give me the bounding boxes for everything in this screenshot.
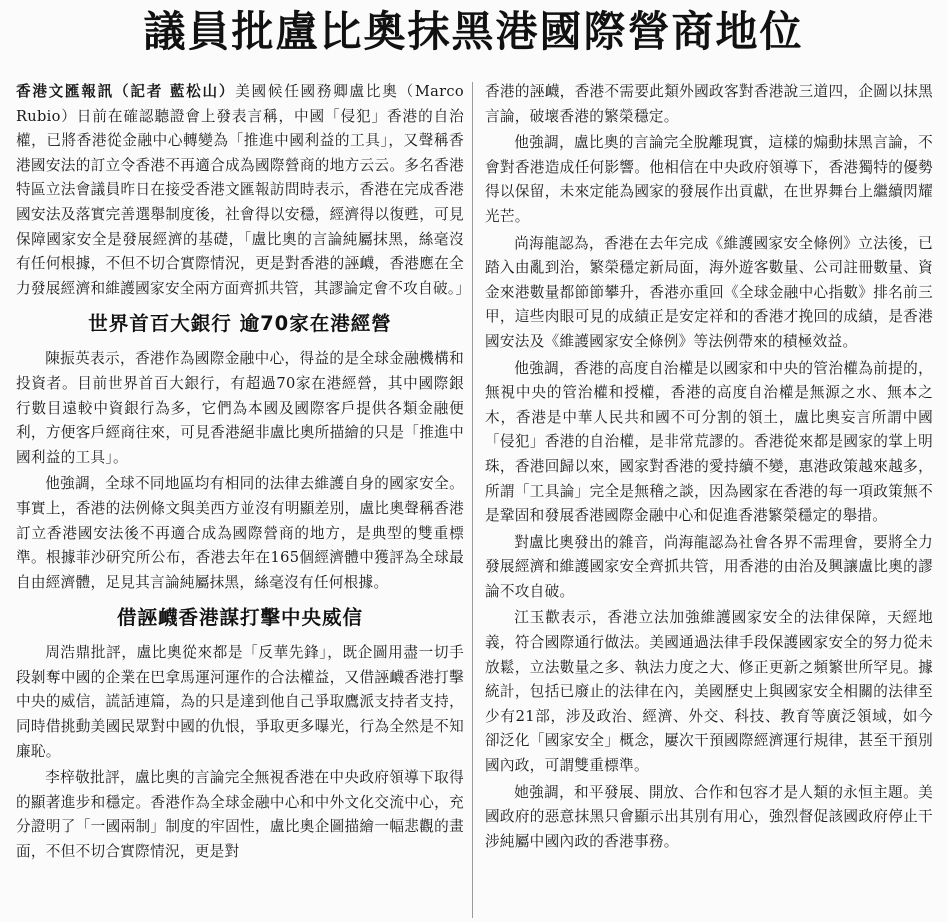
paragraph: 尚海龍認為，香港在去年完成《維護國家安全條例》立法後，已踏入由亂到治，繁榮穩定新局面，海外遊客數量、公司註冊數量、資金來港數量都節節攀升，香港亦重回《全球金融中心指數》排名前三甲，這些肉眼可見的成績正是安定祥和的香港才挽回的成績，是香港國安法及《維護國家安全條例》等法例帶來的積極效益。 <box>485 234 933 350</box>
lead-text: 美國候任國務卿盧比奧（Marco Rubio）日前在確認聽證會上發表言稱，中國「侵犯」香港的自治權，已將香港從金融中心轉變為「推進中國利益的工具」，又聲稱香港國安法的訂立令香港不再適合成為國際營商的地方云云。多名香港特區立法會議員昨日在接受香港文匯報訪問時表示，香港在完成香港國安法及落實完善選舉制度後，社會得以安穩，經濟得以復甦，可見保障國家安全是發展經濟的基礎，「盧比奧的言論純屬抹黑，絲毫沒有任何根據，不但不切合實際情況，更是對香港的誣衊，香港應在全力發展經濟和維護國家安全兩方面齊抓共管，其謬論定會不攻自破。」 <box>16 83 471 297</box>
paragraph-lead <box>16 80 471 301</box>
paragraph: 江玉歡表示，香港立法加強維護國家安全的法律保障，天經地義，符合國際通行做法。美國通過法律手段保護國家安全的努力從未放鬆，立法數量之多、執法力度之大、修正更新之頻繁世所罕見。據統計，包括已廢止的法律在內，美國歷史上與國家安全相關的法律至少有21部，涉及政治、經濟、外交、科技、教育等廣泛領域，如今卻泛化「國家安全」概念，屢次干預國際經濟運行規律，甚至干預別國內政，可謂雙重標準。 <box>485 609 933 775</box>
paragraph: 他強調，盧比奧的言論完全脫離現實，這樣的煽動抹黑言論，不會對香港造成任何影響。他相信在中央政府領導下，香港獨特的優勢得以保留，未來定能為國家的發展作出貢獻，在世界舞台上繼續閃耀光芒。 <box>485 134 933 225</box>
paragraph: 陳振英表示，香港作為國際金融中心，得益的是全球金融機構和投資者。目前世界首百大銀行，有超過70家在港經營，其中國際銀行數目遠較中資銀行為多，它們為本國及國際客戶提供各類金融便利，方便客戶經商往來，可見香港絕非盧比奧所描繪的只是「推進中國利益的工具」。 <box>16 350 464 466</box>
left-column <box>16 80 471 867</box>
paragraph: 他強調，香港的高度自治權是以國家和中央的管治權為前提的，無視中央的管治權和授權，香港的高度自治權是無源之水、無本之木，香港是中華人民共和國不可分割的領土，盧比奧妄言所謂中國「侵犯」香港的自治權，是非常荒謬的。香港從來都是國家的掌上明珠，香港回歸以來，國家對香港的愛持續不變，惠港政策越來越多，所謂「工具論」完全是無稽之談，因為國家在香港的每一項政策無不是鞏固和發展香港國際金融中心和促進香港繁榮穩定的舉措。 <box>485 359 933 525</box>
paragraph: 他強調，全球不同地區均有相同的法律去維護自身的國家安全。事實上，香港的法例條文與美西方並沒有明顯差別，盧比奧聲稱香港訂立香港國安法後不再適合成為國際營商的地方，是典型的雙重標準。根據菲沙研究所公布，香港去年在165個經濟體中獲評為全球最自由經濟體，足見其言論純屬抹黑，絲毫沒有任何根據。 <box>16 475 464 591</box>
subheading-banks: 世界首百大銀行 逾70家在港經營 <box>88 312 392 336</box>
paragraph: 周浩鼎批評，盧比奧從來都是「反華先鋒」，既企圖用盡一切手段剝奪中國的企業在巴拿馬運河運作的合法權益，又借誣衊香港打擊中央的威信，謊話連篇，為的只是達到他自己爭取鷹派支持者支持，同時借挑動美國民眾對中國的仇恨，爭取更多曝光，行為全然是不知廉恥。 <box>16 644 464 760</box>
paragraph: 對盧比奧發出的雜音，尚海龍認為社會各界不需理會，要將全力發展經濟和維護國家安全齊抓共管，用香港的由治及興讓盧比奧的謬論不攻自破。 <box>485 533 933 600</box>
headline: 議員批盧比奧抹黑港國際營商地位 <box>143 7 804 56</box>
subheading-smear: 借誣衊香港謀打擊中央威信 <box>116 606 363 630</box>
right-column <box>485 80 933 856</box>
paragraph: 她強調，和平發展、開放、合作和包容才是人類的永恒主題。美國政府的惡意抹黑只會顯示出其別有用心，強烈督促該國政府停止干涉純屬中國內政的香港事務。 <box>485 783 933 850</box>
column-divider <box>472 82 473 918</box>
paragraph: 香港的誣衊，香港不需要此類外國政客對香港說三道四，企圖以抹黑言論，破壞香港的繁榮穩定。 <box>485 83 933 125</box>
paragraph: 李梓敬批評，盧比奧的言論完全無視香港在中央政府領導下取得的顯著進步和穩定。香港作為全球金融中心和中外文化交流中心，充分證明了「一國兩制」制度的牢固性，盧比奧企圖描繪一幅悲觀的畫面，不但不切合實際情況，更是對 <box>16 769 464 861</box>
byline: 香港文匯報訊（記者 藍松山） <box>16 83 236 100</box>
